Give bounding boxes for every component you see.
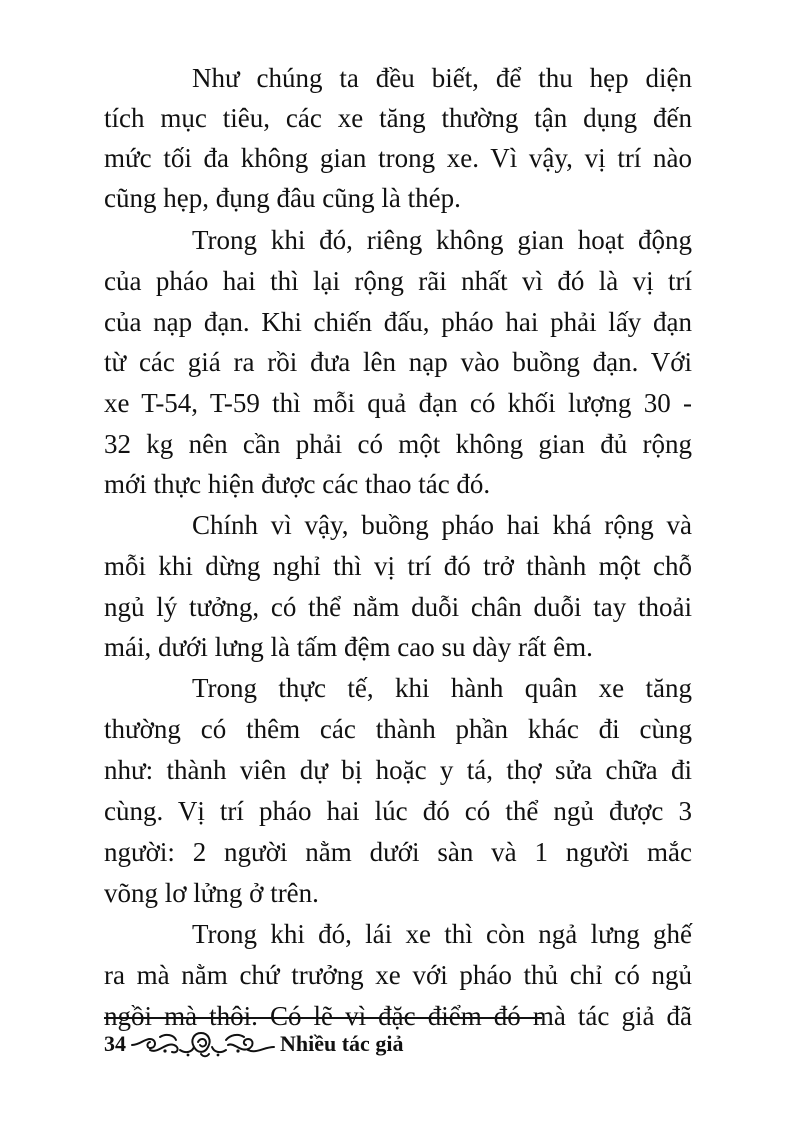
text-line: người: 2 người nằm dưới sàn và 1 người mắc [104,837,692,867]
page-footer [104,1024,403,1064]
book-author: Nhiều tác giả [280,1031,404,1056]
text-line: tích mục tiêu, các xe tăng thường tận dụng đến [104,103,692,133]
text-line: mỗi khi dừng nghỉ thì vị trí đó trở thành một chỗ [104,551,692,581]
text-line: mái, dưới lưng là tấm đệm cao su dày rất êm. [104,632,593,662]
page-number: 34 [104,1031,126,1056]
text-line: xe T-54, T-59 thì mỗi quả đạn có khối lượng 30 - [104,388,692,418]
text-line: của nạp đạn. Khi chiến đấu, pháo hai phải lấy đạn [104,307,692,337]
text-line: từ các giá ra rồi đưa lên nạp vào buồng đạn. Với [104,347,692,377]
text-line: ra mà nằm chứ trưởng xe với pháo thủ chỉ có ngủ [104,960,692,990]
text-line: Chính vì vậy, buồng pháo hai khá rộng và [192,510,692,540]
text-line: cũng hẹp, đụng đâu cũng là thép. [104,183,461,213]
text-line: 32 kg nên cần phải có một không gian đủ rộng [104,429,692,459]
text-line: Trong thực tế, khi hành quân xe tăng [192,673,692,703]
footer-divider [104,1017,542,1019]
text-line: Trong khi đó, riêng không gian hoạt động [192,225,692,255]
text-line: thường có thêm các thành phần khác đi cùng [104,714,692,744]
text-line: mức tối đa không gian trong xe. Vì vậy, vị trí nào [104,143,692,173]
text-line: như: thành viên dự bị hoặc y tá, thợ sửa chữa đi [104,755,692,785]
text-line: cùng. Vị trí pháo hai lúc đó có thể ngủ được 3 [104,796,692,826]
text-line: mới thực hiện được các thao tác đó. [104,469,491,499]
text-line: ngồi mà thôi. Có lẽ vì đặc điểm đó mà tác giả đã [104,1001,692,1031]
flourish-ornament-icon [130,1028,276,1060]
text-line: Như chúng ta đều biết, để thu hẹp diện [192,63,692,93]
text-line: ngủ lý tưởng, có thể nằm duỗi chân duỗi tay thoải [104,592,692,622]
text-line: Trong khi đó, lái xe thì còn ngả lưng ghế [192,919,692,949]
text-line: võng lơ lửng ở trên. [104,878,319,908]
text-line: của pháo hai thì lại rộng rãi nhất vì đó là vị trí [104,266,692,296]
